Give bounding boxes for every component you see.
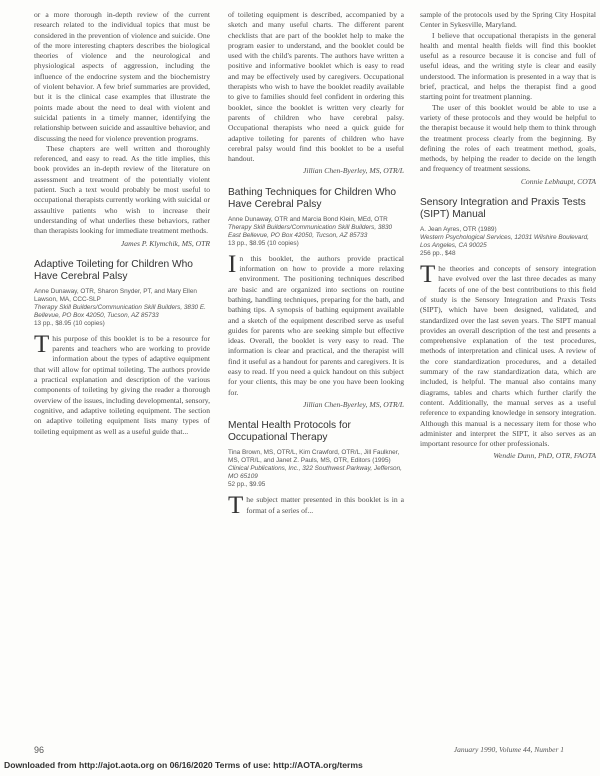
paragraph-text: n this booklet, the authors provide practical information on how to provide a more relaxing environment. The positioning techniques described are basic and are organized into sections on routine bathing, handling techniques, preparing for the bath, and bathing tips. A synopsis of bathing equipment available and a sketch of the equipment described serve as useful guides for parents who are seeking simple but effective ideas. Overall, the booklet is very easy to read. The information is clear and practical, and the therapist will find it useful as a handout for parents and caregivers. It is easy to read. If you need a quick handout on this subject for your clients, this may be one you have been looking for. — [228, 253, 404, 397]
review-title: Adaptive Toileting for Children Who Have Cerebral Palsy — [34, 258, 193, 282]
review-title: Mental Health Protocols for Occupational Therapy — [228, 420, 351, 444]
citation-price: 13 pp., $8.95 (10 copies) — [228, 239, 299, 247]
book-citation — [34, 288, 210, 328]
book-citation — [228, 216, 404, 248]
paragraph — [420, 261, 596, 449]
paragraph — [228, 250, 404, 398]
book-citation — [420, 226, 596, 258]
paragraph: or a more thorough in-depth review of the current research related to the individual topics that must be considered in the prevention of violence and suicide. One of the more interesting chapters describes the biological theories of violence and the neurological and physiological aspects of aggression, including the influence of the endocrine system and the biochemistry of violent behavior. A few brief summaries are provided, but it is the clinical case examples that illustrate the points made about the need to deal with violent and suicidal patients in a timely manner, identifying the relationship between suicide and assaultive behavior, and discussing the need for violence prevention programs. — [34, 10, 210, 143]
column-2 — [228, 10, 404, 520]
citation-authors: Anne Dunaway, OTR and Marcia Bond Klein, MEd, OTR — [228, 215, 388, 223]
paragraph-text: he theories and concepts of sensory integration have evolved over the last three decades as many facets of one of the best contributions to this field of study is the Sensory Integration and Praxis Tests (SIPT), which have been designed, validated, and standardized over the last seven years. The SIPT manual provides an overall description of the test and presents a comprehensive explanation of the test procedures, methods of interpretation and clinical uses. A review of the core standardization procedures, and a detailed summary of the raw standardization data, which are included, is helpful. The manual also contains many diagrams, tables and charts which further clarify the content. Additionally, the manual serves as a useful reference to expanding knowledge in sensory integration. Although this manual is a necessary item for those who administer and interpret the SIPT, it also serves as an important resource for other professionals. — [420, 264, 596, 449]
paragraph: sample of the protocols used by the Spring City Hospital Center in Sykesville, Maryland. — [420, 10, 596, 30]
citation-price: 256 pp., $48 — [420, 250, 456, 258]
paragraph — [34, 330, 210, 437]
review-title: Bathing Techniques for Children Who Have Cerebral Palsy — [228, 186, 397, 210]
reviewer-signature: Jillian Chen-Byerley, MS, OTR/L — [302, 166, 404, 176]
reviewer-signature: Wendie Dunn, PhD, OTR, FAOTA — [493, 451, 596, 461]
reviewer-signature: Connie Lebhaupt, COTA — [520, 176, 596, 186]
citation-price: 52 pp., $9.95 — [228, 481, 266, 489]
paragraph-text: his purpose of this booklet is to be a resource for parents and teachers who are working to provide information about the types of adaptive equipment that will allow for optimal toileting. The authors provide a practical explanation and description of the various components of toileting by giving the reader a thorough overview of the issues, including developmental, sensory, cognitive, and adaptive toileting equipment. The section on adaptive toileting equipment lists many types of toileting equipment as well as a useful guide that... — [34, 333, 210, 436]
column-1 — [34, 10, 210, 437]
citation-publisher: Therapy Skill Builders/Communication Skill Builders, 3830 East Bellevue, PO Box 42050, Tucson, AZ 85733 — [228, 223, 393, 239]
journal-issue: January 1990, Volume 44, Number 1 — [453, 745, 564, 754]
citation-publisher: Western Psychological Services, 12031 Wilshire Boulevard, Los Angeles, CA 90025 — [420, 234, 589, 250]
paragraph — [228, 492, 404, 520]
paragraph: I believe that occupational therapists in the general health and mental health fields will find this booklet useful as a resource because it is concise and full of useful ideas, and the writing style is clear and easily understood. The information is presented in a way that is brief, practical, and helps the therapist find a good starting point for treatment planning. — [420, 30, 596, 102]
download-notice: Downloaded from http://ajot.aota.org on 06/16/2020 Terms of use: http://AOTA.org/terms — [4, 760, 363, 770]
citation-authors: Tina Brown, MS, OTR/L, Kim Crawford, OTR/L, Jill Faulkner, MS, OTR/L, and Janet Z. Pauls, MS, OTR, Editors (1995) — [228, 449, 400, 465]
book-citation — [228, 449, 404, 489]
citation-authors: Anne Dunaway, OTR, Sharon Snyder, PT, and Mary Ellen Lawson, MA, CCC-SLP — [34, 287, 197, 303]
drop-cap: T — [34, 330, 50, 358]
column-3 — [420, 10, 596, 470]
paragraph: of toileting equipment is described, accompanied by a sketch and many useful charts. The different parent checklists that are part of the booklet help to make the program easier to understand, and the booklet could be used with the child's parents. The authors have written a positive and informative booklet which is easy to read and may be effectively used by caregivers. Occupational therapists who wish to have the booklet readily available to give to families should feel confident in ordering this booklet, since the booklet is written very clearly for parents of children who have cerebral palsy. Occupational therapists who need a quick guide for adaptive toileting for parents of children who have cerebral palsy would find this booklet to be a useful handout. — [228, 10, 404, 164]
drop-cap: I — [228, 250, 237, 278]
citation-authors: A. Jean Ayres, OTR (1989) — [420, 226, 497, 234]
review-title: Sensory Integration and Praxis Tests (SIPT) Manual — [420, 197, 586, 221]
reviewer-signature: James P. Klymchik, MS, OTR — [120, 238, 210, 248]
paragraph: The user of this booklet would be able to use a variety of these protocols and they would be helpful to the therapist because it would help them to think through the treatment process clearly from the beginning. By defining the roles of each treatment method, goals, methods, by helping the reader to decide on the length and frequency of treatment sessions. — [420, 102, 596, 174]
reviewer-signature: Jillian Chen-Byerley, MS, OTR/L — [302, 399, 404, 409]
citation-publisher: Clinical Publications, Inc., 322 Southwest Parkway, Jefferson, MO 65109 — [228, 465, 402, 481]
paragraph-text: he subject matter presented in this booklet is in a format of a series of... — [246, 495, 404, 515]
citation-price: 13 pp., $8.95 (10 copies) — [34, 319, 105, 327]
page-number: 96 — [34, 745, 45, 755]
paragraph: These chapters are well written and thoroughly referenced, and easy to read. As the title implies, this book provides an in-depth review of the literature on assessment and treatment of the potentially violent patient. Such a text would probably be most useful to occupational therapists currently working with suicidal or assaultive patients who wish to increase their understanding of what underlies these behaviors, rather than therapists looking for immediate treatment methods. — [34, 143, 210, 236]
drop-cap: T — [228, 492, 244, 520]
citation-publisher: Therapy Skill Builders/Communication Skill Builders, 3830 E. Bellevue, PO Box 42050, Tucson, AZ 85733 — [34, 303, 206, 319]
drop-cap: T — [420, 261, 436, 289]
